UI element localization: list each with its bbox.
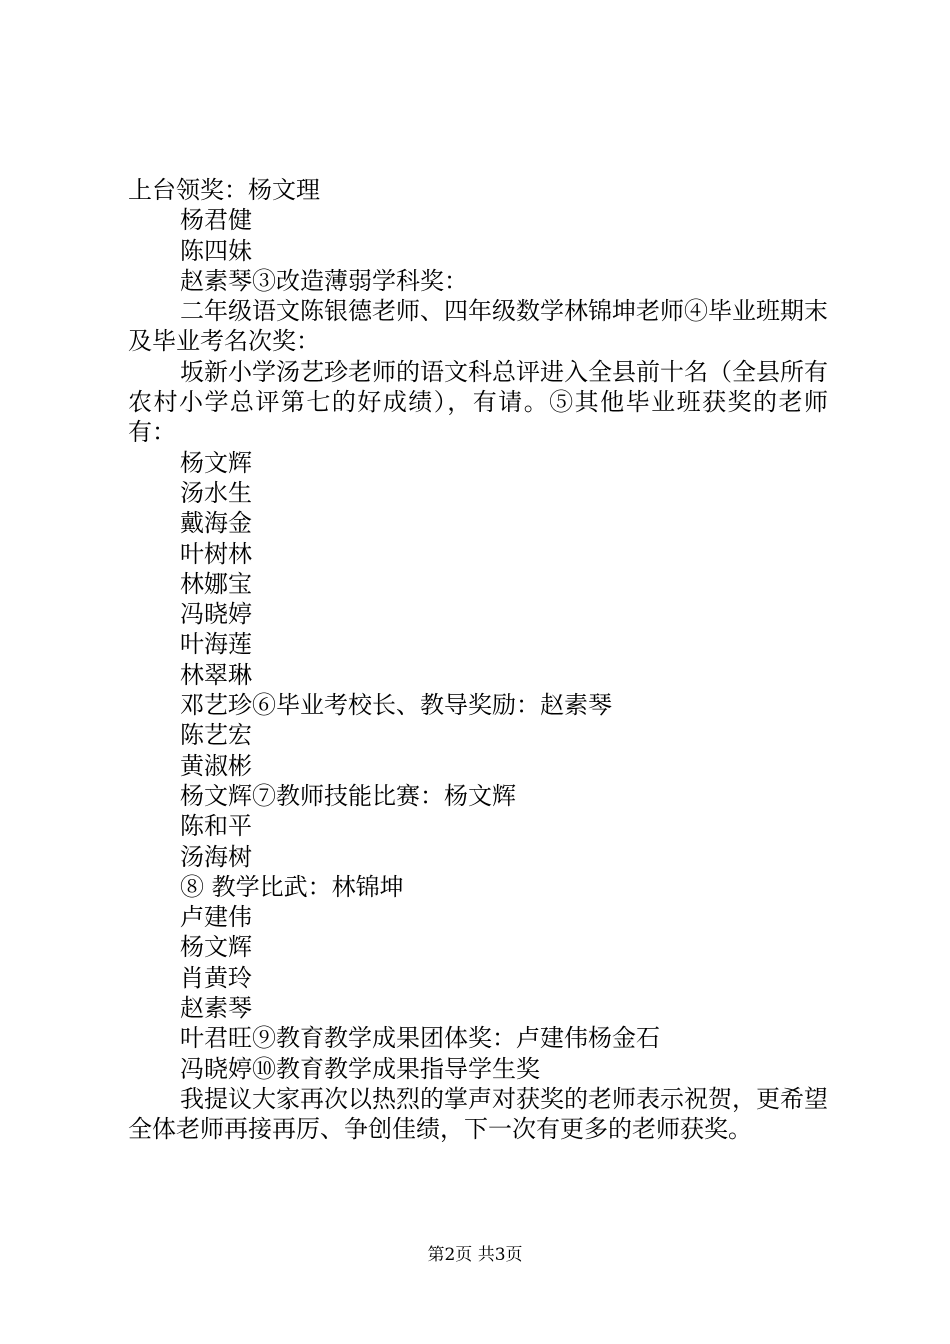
text-line: 杨文辉 (180, 448, 252, 477)
paragraph: 二年级语文陈银德老师、四年级数学林锦坤老师④毕业班期末及毕业考名次奖： (128, 297, 828, 356)
text-line: 陈和平 (180, 812, 252, 841)
text-line: 肖黄玲 (180, 963, 252, 992)
text-line: 冯晓婷⑩教育教学成果指导学生奖 (180, 1054, 540, 1083)
text-line: 杨君健 (180, 206, 252, 235)
text-line: 陈艺宏 (180, 721, 252, 750)
text-line: 黄淑彬 (180, 751, 252, 780)
text-line: 汤水生 (180, 478, 252, 507)
text-line: 赵素琴③改造薄弱学科奖： (180, 266, 468, 295)
text-line: 冯晓婷 (180, 600, 252, 629)
text-line: 叶海莲 (180, 630, 252, 659)
document-body (128, 175, 828, 1145)
paragraph: 我提议大家再次以热烈的掌声对获奖的老师表示祝贺，更希望全体老师再接再厉、争创佳绩，下一次有更多的老师获奖。 (128, 1084, 828, 1144)
text-line: 邓艺珍⑥毕业考校长、教导奖励：赵素琴 (180, 691, 612, 720)
text-line: 叶树林 (180, 539, 252, 568)
text-line: 陈四妹 (180, 236, 252, 265)
text-line: 杨文辉 (180, 933, 252, 962)
text-line: 林娜宝 (180, 569, 252, 598)
text-line: 上台领奖：杨文理 (128, 176, 320, 204)
text-line: 叶君旺⑨教育教学成果团体奖：卢建伟杨金石 (180, 1024, 660, 1053)
text-line: 赵素琴 (180, 994, 252, 1023)
text-line: ⑧ 教学比武：林锦坤 (180, 872, 404, 901)
text-line: 汤海树 (180, 842, 252, 871)
text-line: 杨文辉⑦教师技能比赛：杨文辉 (180, 781, 516, 810)
text-line: 戴海金 (180, 509, 252, 538)
page-footer: 第2页 共3页 (427, 1245, 523, 1265)
paragraph: 坂新小学汤艺珍老师的语文科总评进入全县前十名（全县所有农村小学总评第七的好成绩），有请。⑤其他毕业班获奖的老师有： (128, 357, 828, 447)
text-line: 林翠琳 (180, 660, 252, 689)
text-line: 卢建伟 (180, 903, 252, 932)
